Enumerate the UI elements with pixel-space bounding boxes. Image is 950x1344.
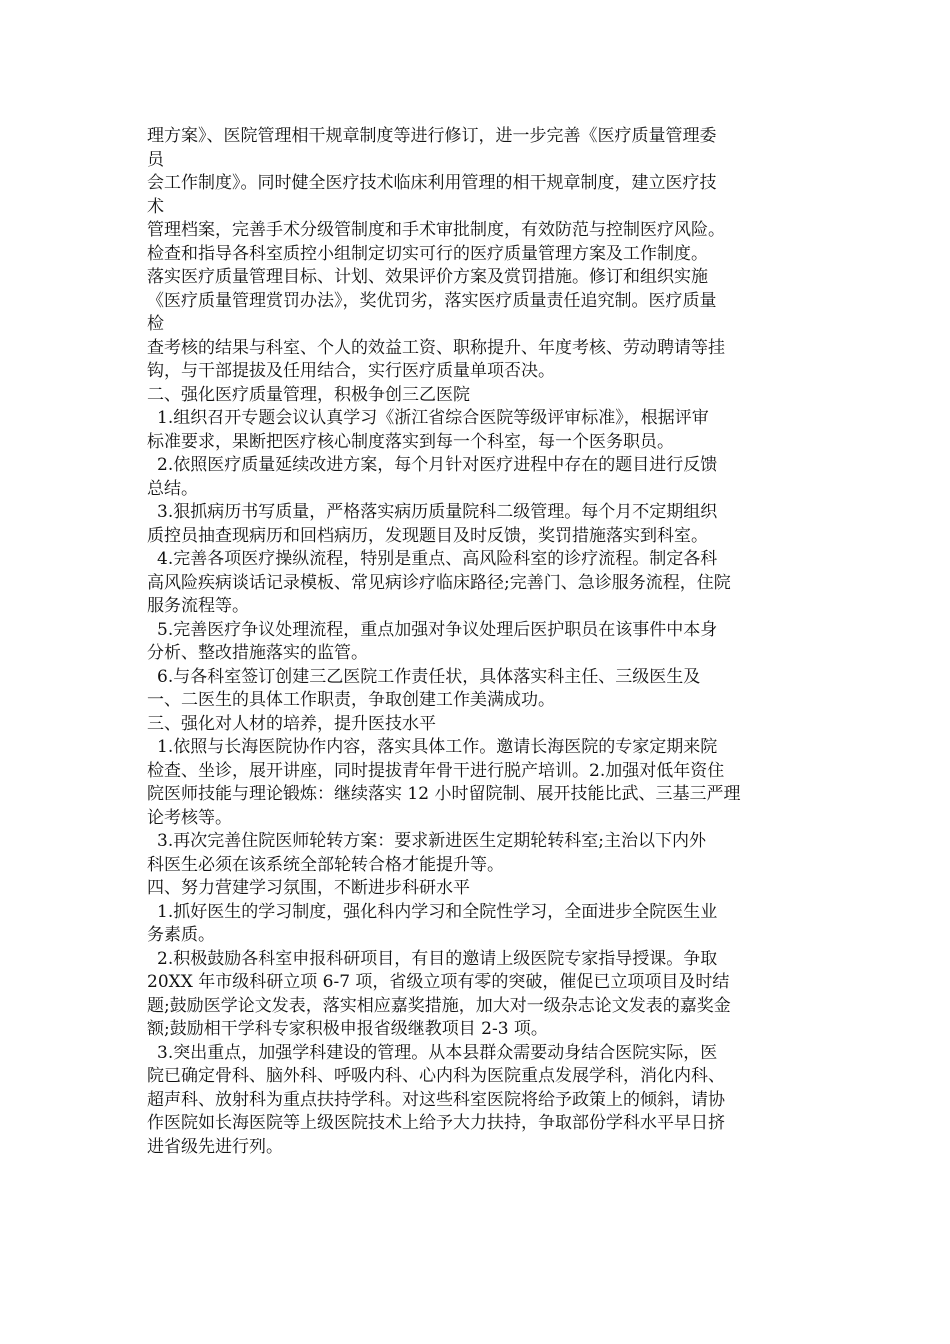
text-line: 题;鼓励医学论文发表，落实相应嘉奖措施，加大对一级杂志论文发表的嘉奖金 (147, 995, 731, 1016)
text-line: 院已确定骨科、脑外科、呼吸内科、心内科为医院重点发展学科，消化内科、 (147, 1066, 725, 1086)
text-line: 二、强化医疗质量管理，积极争创三乙医院 (147, 384, 470, 405)
text-line: 查考核的结果与科室、个人的效益工资、职称提升、年度考核、劳动聘请等挂 (147, 337, 725, 358)
text-line: 标准要求，果断把医疗核心制度落实到每一个科室，每一个医务职员。 (147, 431, 674, 452)
text-line: 理方案》、医院管理相干规章制度等进行修订，进一步完善《医疗质量管理委 (147, 126, 717, 146)
text-line: 服务流程等。 (147, 596, 249, 616)
text-line: 超声科、放射科为重点扶持学科。对这些科室医院将给予政策上的倾斜，请协 (147, 1089, 725, 1110)
document-body (147, 125, 807, 1159)
text-line: 钩，与干部提拔及任用结合，实行医疗质量单项否决。 (147, 361, 555, 381)
text-line: 2.积极鼓励各科室申报科研项目，有目的邀请上级医院专家指导授课。争取 (157, 948, 718, 969)
text-line: 检查、坐诊，展开讲座，同时提拔青年骨干进行脱产培训。2.加强对低年资住 (147, 760, 725, 781)
text-line: 检查和指导各科室质控小组制定切实可行的医疗质量管理方案及工作制度。 (147, 243, 708, 264)
text-line: 管理档案，完善手术分级管制度和手术审批制度，有效防范与控制医疗风险。 (147, 220, 725, 240)
text-line: 四、努力营建学习氛围，不断进步科研水平 (147, 878, 470, 898)
text-line: 6.与各科室签订创建三乙医院工作责任状，具体落实科主任、三级医生及 (157, 666, 701, 687)
text-line: 额;鼓励相干学科专家积极申报省级继教项目 2-3 项。 (147, 1019, 548, 1039)
text-line: 2.依照医疗质量延续改进方案，每个月针对医疗进程中存在的题目进行反馈 (157, 455, 718, 475)
text-line: 5.完善医疗争议处理流程，重点加强对争议处理后医护职员在该事件中本身 (157, 619, 718, 640)
text-line: 3.突出重点，加强学科建设的管理。从本县群众需要动身结合医院实际，医 (157, 1042, 718, 1063)
text-line: 3.再次完善住院医师轮转方案：要求新进医生定期轮转科室;主治以下内外 (157, 831, 706, 851)
text-line: 落实医疗质量管理目标、计划、效果评价方案及赏罚措施。修订和组织实施 (147, 267, 708, 287)
text-line: 一、二医生的具体工作职责，争取创建工作美满成功。 (147, 690, 555, 710)
text-line: 院医师技能与理论锻炼：继续落实 12 小时留院制、展开技能比武、三基三严理 (147, 784, 741, 804)
text-line: 三、强化对人材的培养，提升医技水平 (147, 713, 436, 734)
text-line: 高风险疾病谈话记录模板、常见病诊疗临床路径;完善门、急诊服务流程，住院 (147, 572, 731, 593)
text-line: 总结。 (147, 478, 198, 499)
text-line: 分析、整改措施落实的监管。 (147, 643, 368, 663)
text-line: 质控员抽查现病历和回档病历，发现题目及时反馈，奖罚措施落实到科室。 (147, 525, 708, 546)
text-line: 20XX 年市级科研立项 6-7 项，省级立项有零的突破，催促已立项项目及时结 (147, 972, 730, 992)
text-line: 会工作制度》。同时健全医疗技术临床利用管理的相干规章制度，建立医疗技 (147, 173, 717, 193)
text-line: 《医疗质量管理赏罚办法》，奖优罚劣，落实医疗质量责任追究制。医疗质量 (147, 290, 717, 311)
text-line: 检 (147, 314, 164, 334)
text-line: 员 (147, 149, 164, 170)
text-line: 4.完善各项医疗操纵流程，特别是重点、高风险科室的诊疗流程。制定各科 (157, 549, 718, 569)
text-line: 3.狠抓病历书写质量，严格落实病历质量院科二级管理。每个月不定期组织 (157, 502, 718, 522)
text-line: 1.依照与长海医院协作内容，落实具体工作。邀请长海医院的专家定期来院 (157, 737, 718, 757)
text-line: 1.抓好医生的学习制度，强化科内学习和全院性学习，全面进步全院医生业 (157, 901, 718, 922)
text-line: 术 (147, 196, 164, 217)
text-line: 1.组织召开专题会议认真学习《浙江省综合医院等级评审标准》，根据评审 (157, 408, 709, 428)
text-line: 作医院如长海医院等上级医院技术上给予大力扶持，争取部份学科水平早日挤 (147, 1113, 725, 1133)
text-line: 务素质。 (147, 925, 215, 945)
text-line: 进省级先进行列。 (147, 1136, 283, 1157)
text-line: 科医生必须在该系统全部轮转合格才能提升等。 (147, 854, 504, 875)
text-line: 论考核等。 (147, 807, 232, 828)
